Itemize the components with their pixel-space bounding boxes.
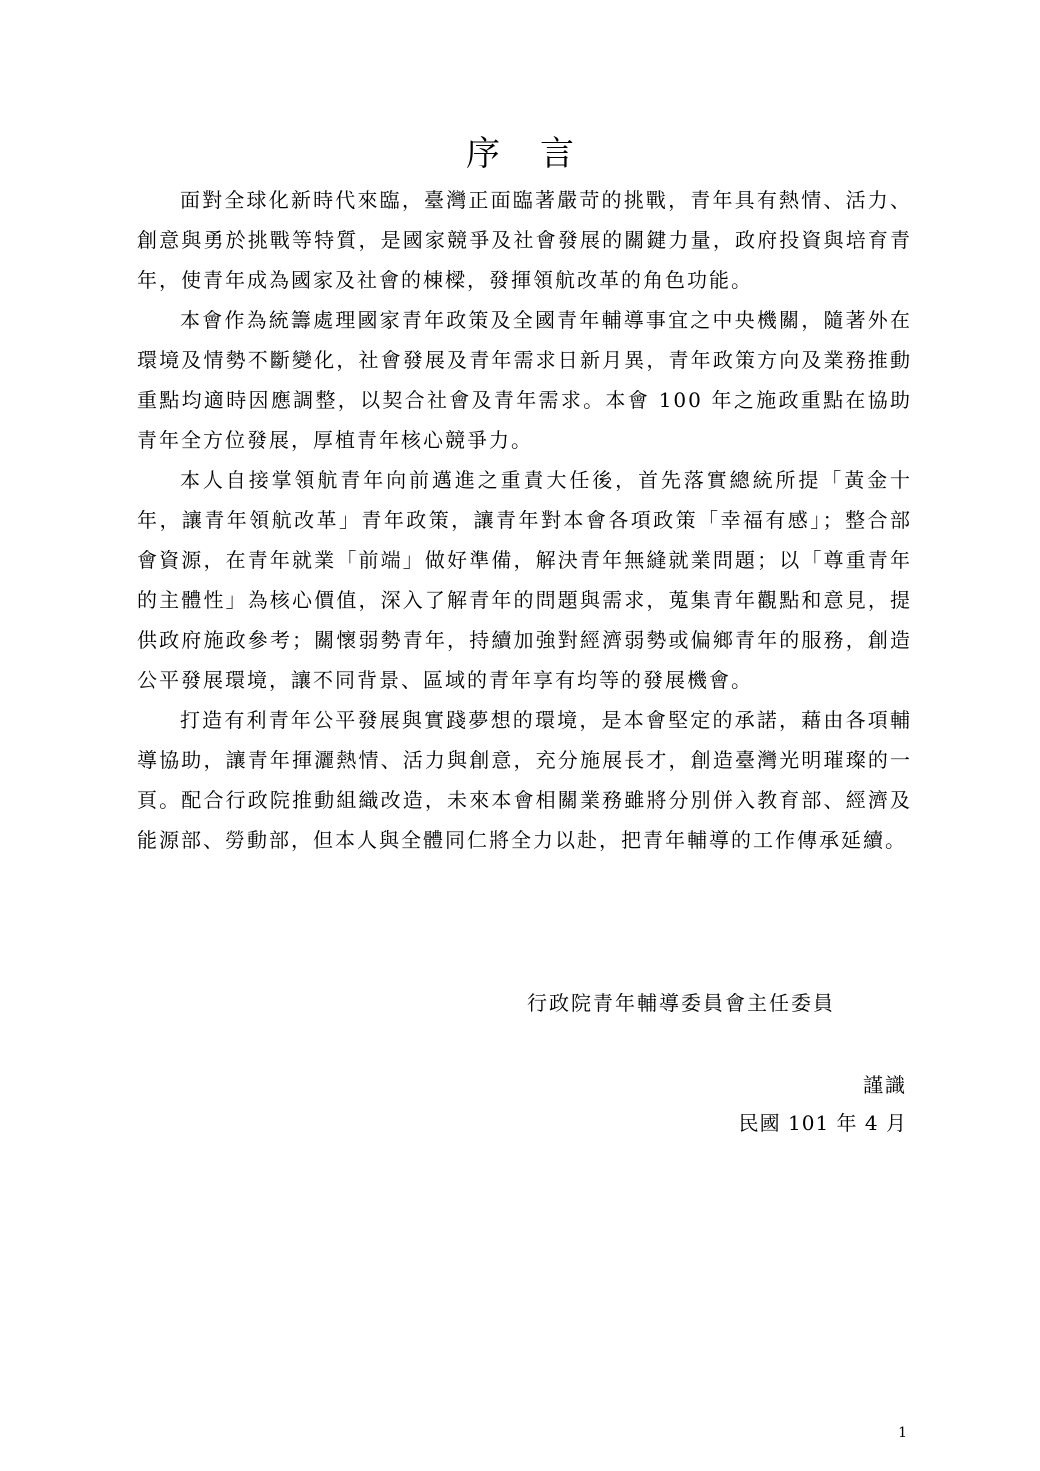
paragraph: 打造有利青年公平發展與實踐夢想的環境，是本會堅定的承諾，藉由各項輔導協助，讓青年揮灑熱情、活力與創意，充分施展長才，創造臺灣光明璀璨的一頁。配合行政院推動組織改造，未來本會相關業務雖將分別併入教育部、經濟及能源部、勞動部，但本人與全體同仁將全力以赴，把青年輔導的工作傳承延續。 [137,708,912,852]
signatory-title: 行政院青年輔導委員會主任委員 [527,991,835,1015]
document-date: 民國 101 年 4 月 [738,1111,907,1135]
preface-body [137,180,912,860]
page-title: 序言 [466,134,614,174]
paragraph: 本人自接掌領航青年向前邁進之重責大任後，首先落實總統所提「黃金十年，讓青年領航改革」青年政策，讓青年對本會各項政策「幸福有感」；整合部會資源，在青年就業「前端」做好準備，解決青年無縫就業問題；以「尊重青年的主體性」為核心價值，深入了解青年的問題與需求，蒐集青年觀點和意見，提供政府施政參考；關懷弱勢青年，持續加強對經濟弱勢或偏鄉青年的服務，創造公平發展環境，讓不同背景、區域的青年享有均等的發展機會。 [137,468,912,692]
closing-remark: 謹識 [863,1073,907,1097]
paragraph: 本會作為統籌處理國家青年政策及全國青年輔導事宜之中央機關，隨著外在環境及情勢不斷變化，社會發展及青年需求日新月異，青年政策方向及業務推動重點均適時因應調整，以契合社會及青年需求。本會 100 年之施政重點在協助青年全方位發展，厚植青年核心競爭力。 [137,308,912,452]
page-number: 1 [898,1425,907,1441]
paragraph: 面對全球化新時代來臨，臺灣正面臨著嚴苛的挑戰，青年具有熱情、活力、創意與勇於挑戰等特質，是國家競爭及社會發展的關鍵力量，政府投資與培育青年，使青年成為國家及社會的棟樑，發揮領航改革的角色功能。 [137,188,912,292]
